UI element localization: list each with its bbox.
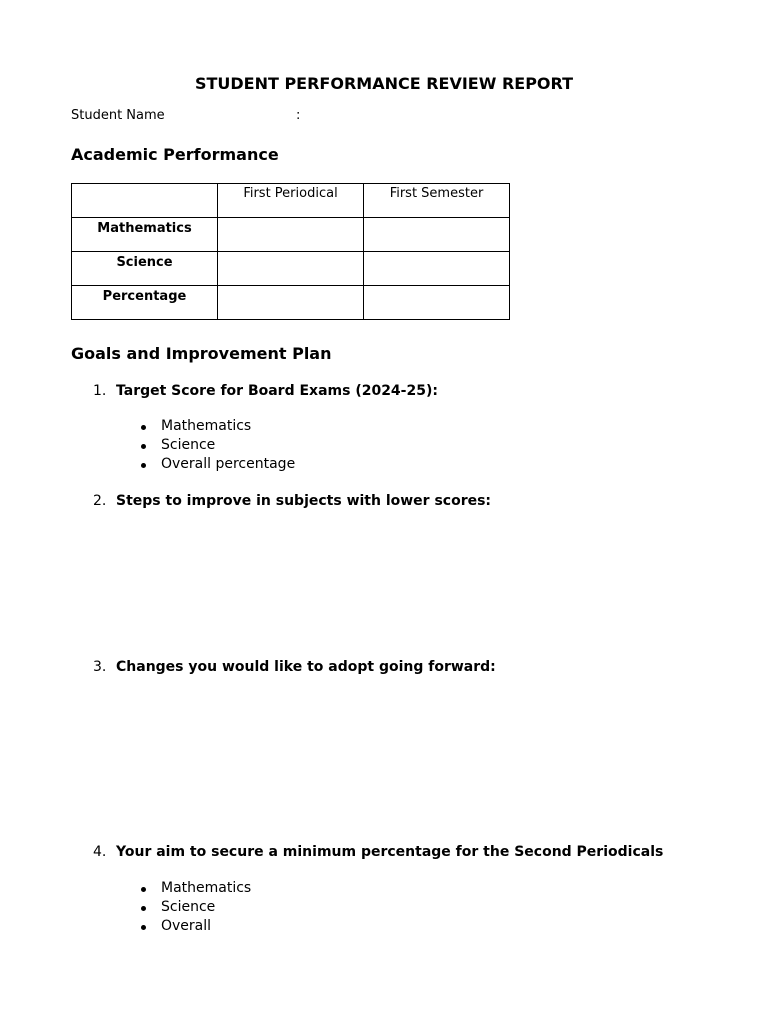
bullet-dot-icon xyxy=(141,425,146,430)
score-cell[interactable] xyxy=(218,286,364,320)
goal-item-text: Target Score for Board Exams (2024-25): xyxy=(116,383,438,399)
student-name-colon: : xyxy=(296,108,301,123)
score-cell[interactable] xyxy=(218,218,364,252)
list-number: 4. xyxy=(93,844,107,860)
bullet-dot-icon xyxy=(141,925,146,930)
goal-item-text: Your aim to secure a minimum percentage for the Second Periodicals xyxy=(116,844,664,860)
goals-heading: Goals and Improvement Plan xyxy=(71,344,332,363)
list-number: 1. xyxy=(93,383,107,399)
report-title: STUDENT PERFORMANCE REVIEW REPORT xyxy=(194,74,574,93)
goal-item-text: Steps to improve in subjects with lower scores: xyxy=(116,493,492,509)
academic-performance-heading: Academic Performance xyxy=(71,145,279,164)
subject-cell: Percentage xyxy=(72,286,218,320)
subject-cell: Science xyxy=(72,252,218,286)
score-cell[interactable] xyxy=(364,252,510,286)
table-row xyxy=(72,218,510,252)
bullet-dot-icon xyxy=(141,887,146,892)
table-row xyxy=(72,252,510,286)
list-number: 2. xyxy=(93,493,107,509)
list-item: Overall percentage xyxy=(161,456,296,472)
score-cell[interactable] xyxy=(364,286,510,320)
table-header-cell: First Periodical xyxy=(218,184,364,218)
list-item: Mathematics xyxy=(161,880,252,896)
academic-performance-table xyxy=(71,183,510,320)
list-number: 3. xyxy=(93,659,107,675)
student-name-label: Student Name xyxy=(71,108,165,123)
list-item: Mathematics xyxy=(161,418,252,434)
table-header-row xyxy=(72,184,510,218)
goal-item-text: Changes you would like to adopt going forward: xyxy=(116,659,496,675)
score-cell[interactable] xyxy=(364,218,510,252)
score-cell[interactable] xyxy=(218,252,364,286)
list-item: Science xyxy=(161,899,216,915)
list-item: Overall xyxy=(161,918,212,934)
list-item: Science xyxy=(161,437,216,453)
bullet-dot-icon xyxy=(141,906,146,911)
subject-cell: Mathematics xyxy=(72,218,218,252)
table-header-cell xyxy=(72,184,218,218)
table-header-cell: First Semester xyxy=(364,184,510,218)
table-row xyxy=(72,286,510,320)
bullet-dot-icon xyxy=(141,463,146,468)
bullet-dot-icon xyxy=(141,444,146,449)
